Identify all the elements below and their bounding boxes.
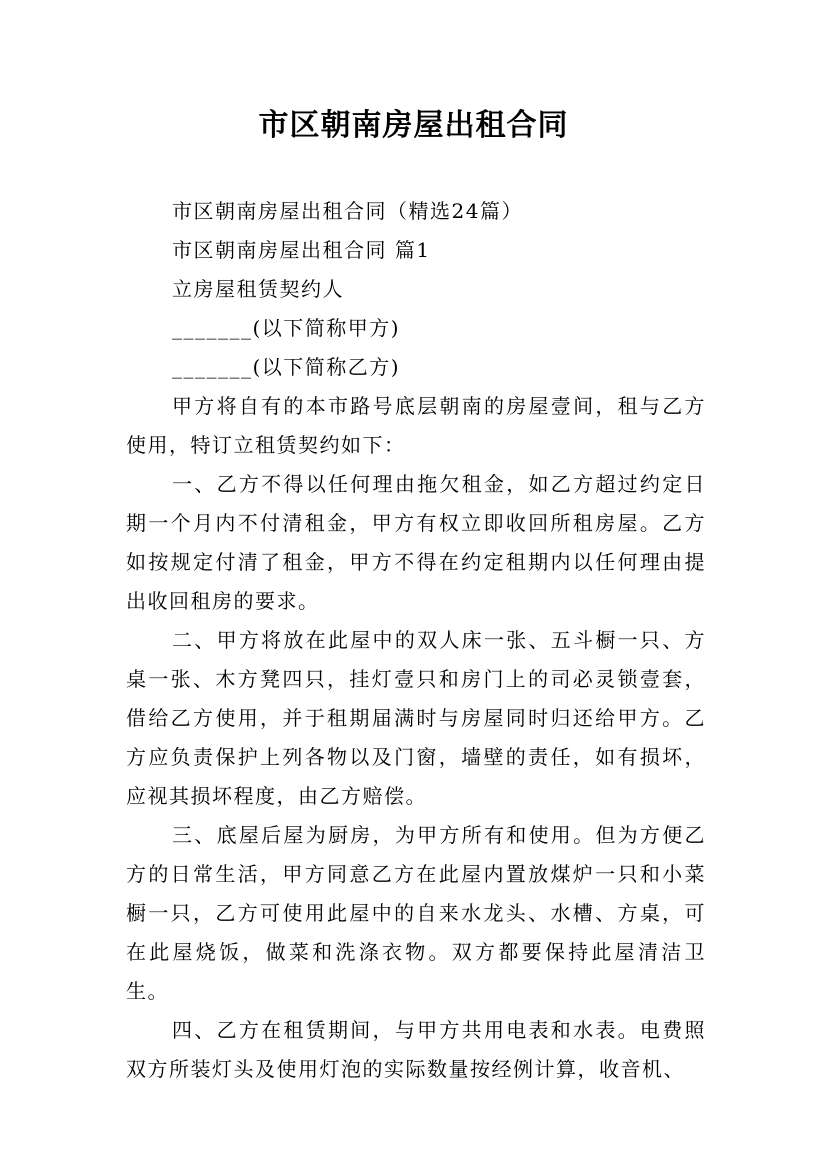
document-body — [126, 192, 706, 1089]
paragraph-clause-2: 二、甲方将放在此屋中的双人床一张、五斗橱一只、方桌一张、木方凳四只，挂灯壹只和房门上的司必灵锁壹套，借给乙方使用，并于租期届满时与房屋同时归还给甲方。乙方应负责保护上列各物以及门窗，墙壁的责任，如有损坏，应视其损坏程度，由乙方赔偿。 — [126, 628, 706, 808]
paragraph-section-heading: 市区朝南房屋出租合同 篇1 — [172, 238, 431, 262]
paragraph-preamble: 甲方将自有的本市路号底层朝南的房屋壹间，租与乙方使用，特订立租赁契约如下： — [126, 394, 706, 457]
paragraph-party-b: _______(以下简称乙方) — [172, 355, 401, 379]
paragraph-party-a: _______(以下简称甲方) — [172, 316, 401, 340]
paragraph-clause-1: 一、乙方不得以任何理由拖欠租金，如乙方超过约定日期一个月内不付清租金，甲方有权立即收回所租房屋。乙方如按规定付清了租金，甲方不得在约定租期内以任何理由提出收回租房的要求。 — [126, 472, 706, 613]
paragraph-parties-intro: 立房屋租赁契约人 — [172, 277, 344, 301]
paragraph-clause-3: 三、底屋后屋为厨房，为甲方所有和使用。但为方便乙方的日常生活，甲方同意乙方在此屋内置放煤炉一只和小菜橱一只，乙方可使用此屋中的自来水龙头、水槽、方桌，可在此屋烧饭，做菜和洗涤衣物。双方都要保持此屋清洁卫生。 — [126, 823, 706, 1003]
paragraph-collection-title: 市区朝南房屋出租合同（精选24篇） — [172, 199, 523, 223]
paragraph-clause-4: 四、乙方在租赁期间，与甲方共用电表和水表。电费照双方所装灯头及使用灯泡的实际数量按经例计算，收音机、 — [126, 1018, 706, 1081]
document-title: 市区朝南房屋出租合同 — [258, 108, 569, 143]
